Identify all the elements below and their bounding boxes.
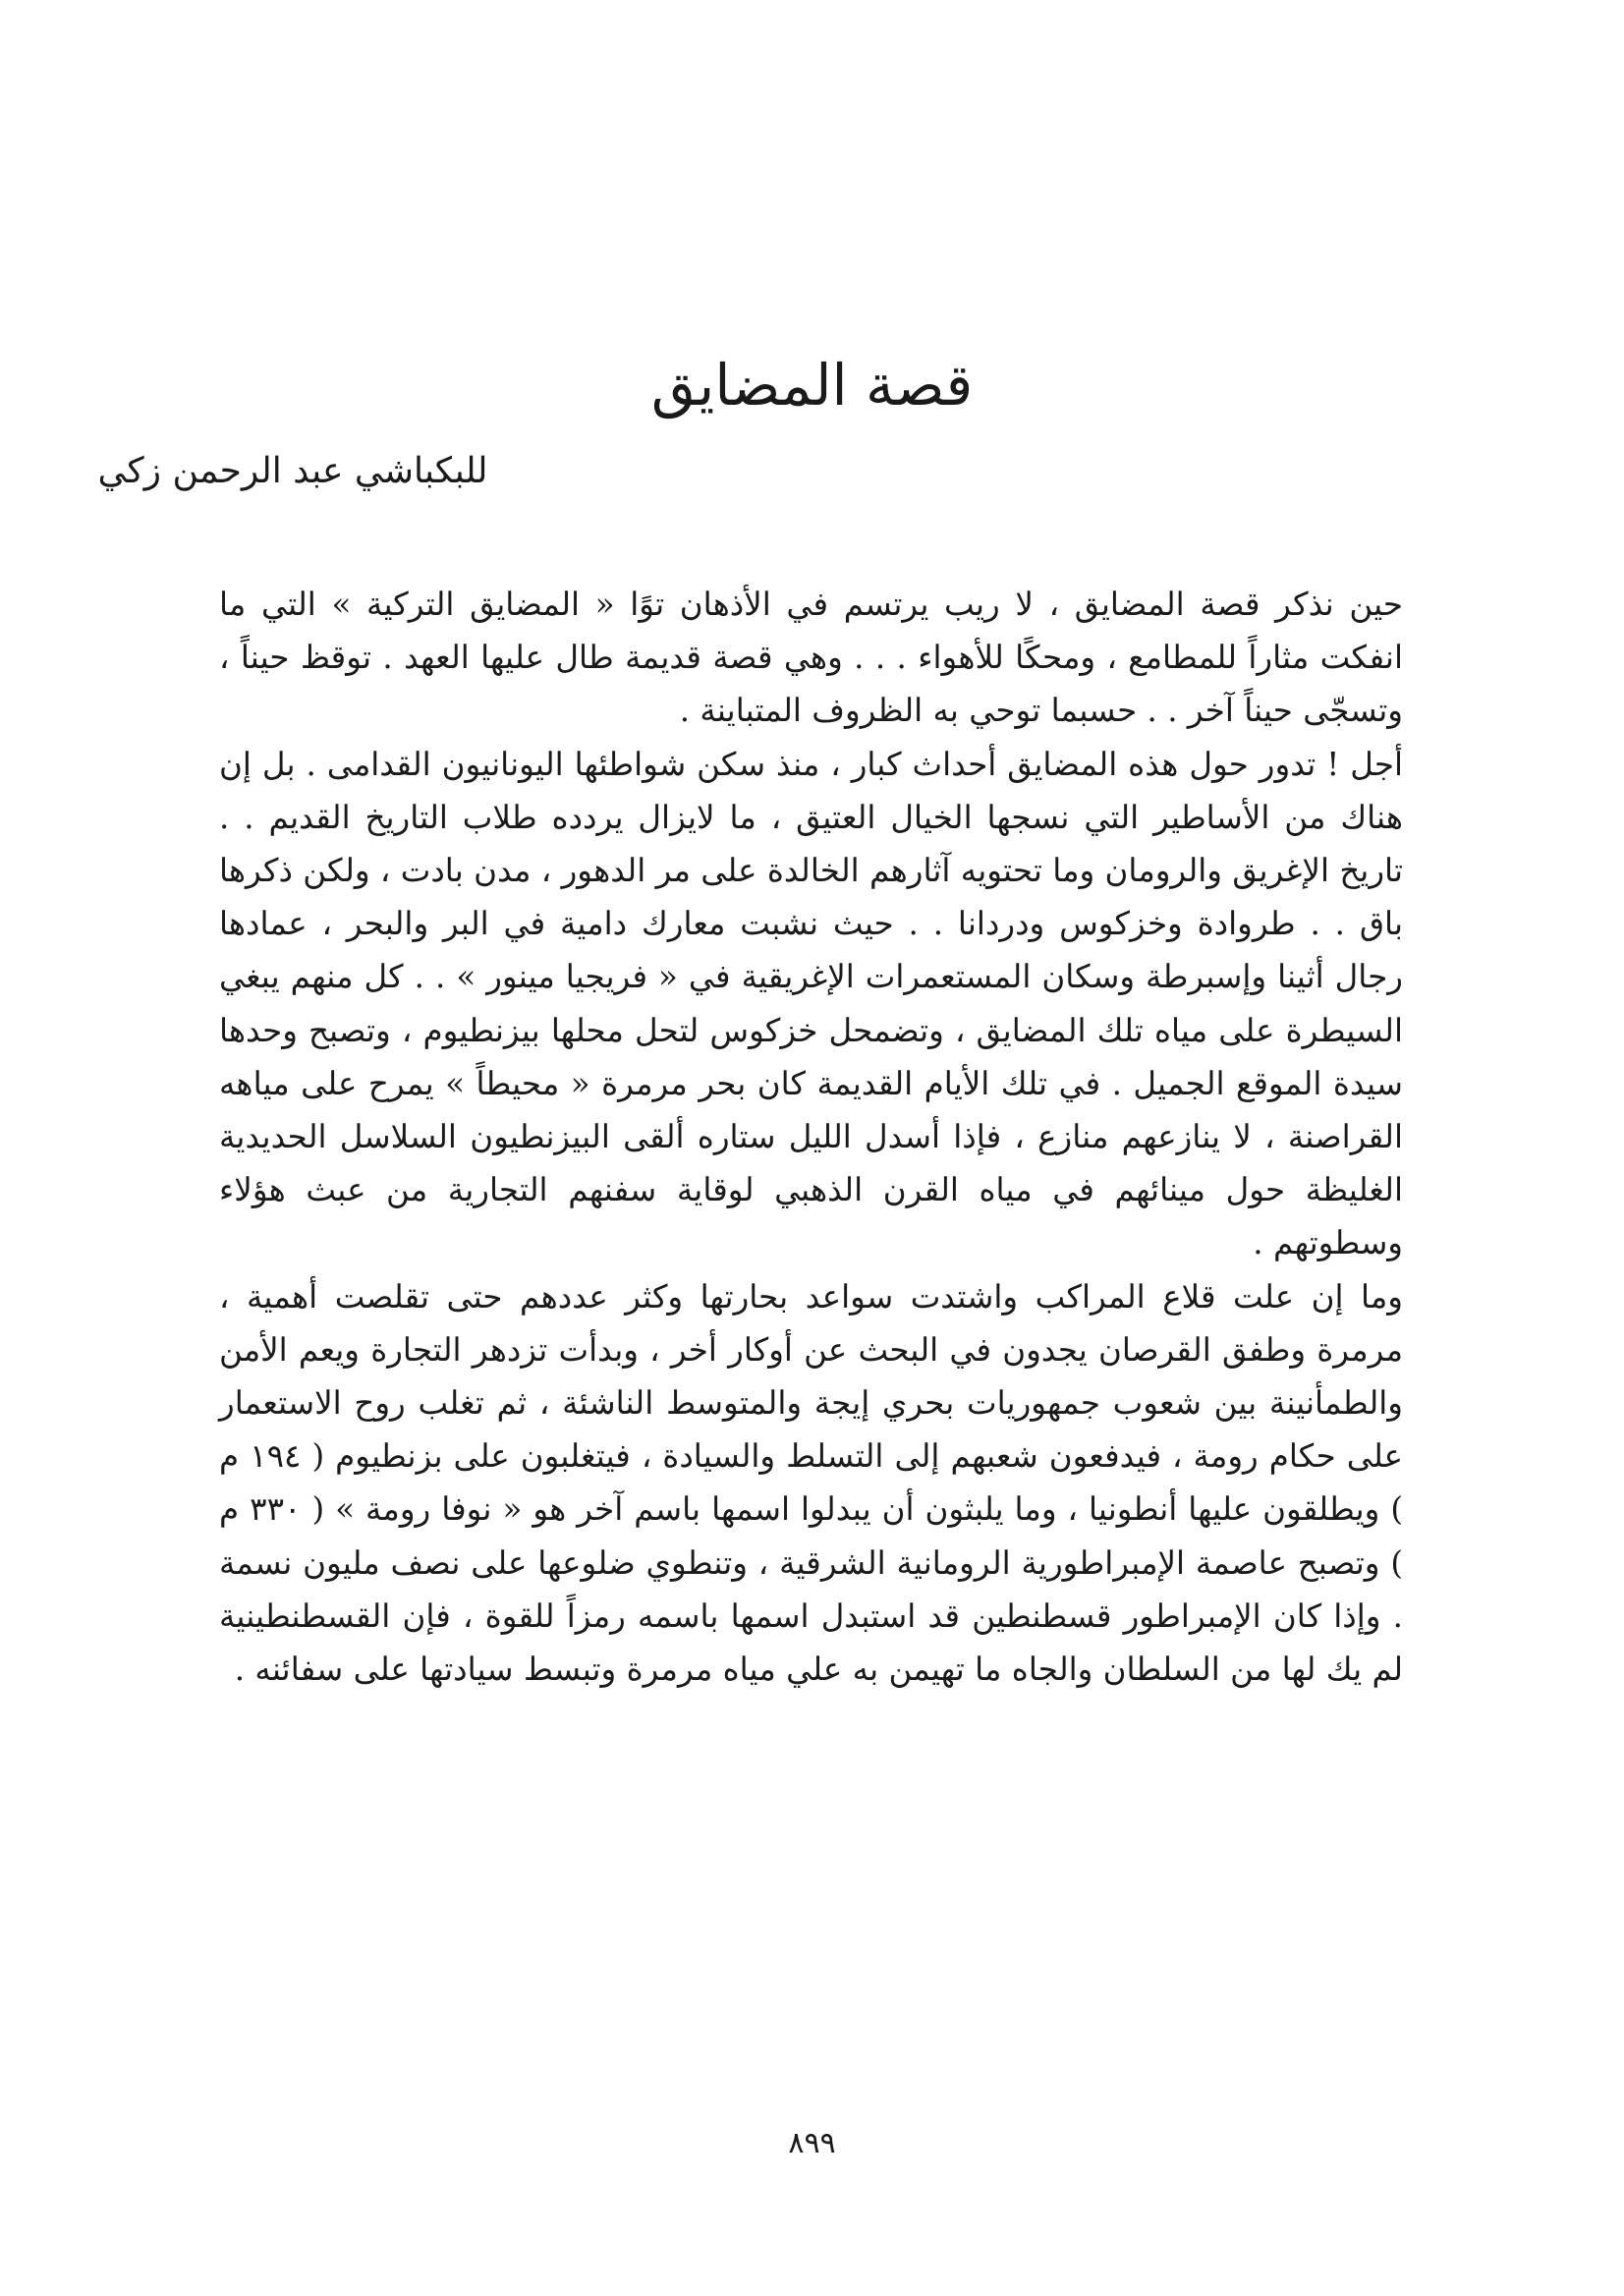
paragraph: حين نذكر قصة المضايق ، لا ريب يرتسم في الأذهان توًا « المضايق التركية » التي ما انفكت مثاراً للمطامع ، ومحكًا للأهواء . . . وهي قصة قديمة طال عليها العهد . توقظ حيناً ، وتسجّى حيناً آخر . . حسبما توحي به الظروف المتباينة . [219, 586, 1403, 730]
author-byline: للبكباشي عبد الرحمن زكي [97, 451, 488, 491]
page-number: ٨٩٩ [788, 2126, 836, 2160]
article-body [219, 578, 1403, 1696]
paragraph: وما إن علت قلاع المراكب واشتدت سواعد بحارتها وكثر عددهم حتى تقلصت أهمية ، مرمرة وطفق القرصان يجدون في البحث عن أوكار أخر ، وبدأت تزدهر التجارة ويعم الأمن والطمأنينة بين شعوب جمهوريات بحري إيجة والمتوسط الناشئة ، ثم تغلب روح الاستعمار على حكام رومة ، فيدفعون شعبهم إلى التسلط والسيادة ، فيتغلبون على بزنطيوم ( ١٩٤ م ) ويطلقون عليها أنطونيا ، وما يلبثون أن يبدلوا اسمها باسم آخر هو « نوفا رومة » ( ٣٣٠ م ) وتصبح عاصمة الإمبراطورية الرومانية الشرقية ، وتنطوي ضلوعها على نصف مليون نسمة . وإذا كان الإمبراطور قسطنطين قد استبدل اسمها باسمه رمزاً للقوة ، فإن القسطنطينية لم يك لها من السلطان والجاه ما تهيمن به علي مياه مرمرة وتبسط سيادتها على سفائنه . [219, 1277, 1404, 1689]
paragraph: أجل ! تدور حول هذه المضايق أحداث كبار ، منذ سكن شواطئها اليونانيون القدامى . بل إن هناك من الأساطير التي نسجها الخيال العتيق ، ما لايزال يردده طلاب التاريخ القديم . . تاريخ الإغريق والرومان وما تحتويه آثارهم الخالدة على مر الدهور ، مدن بادت ، ولكن ذكرها باق . . طروادة وخزكوس ودردانا . . حيث نشبت معارك دامية في البر والبحر ، عمادها رجال أثينا وإسبرطة وسكان المستعمرات الإغريقية في « فريجيا مينور » . . كل منهم يبغي السيطرة على مياه تلك المضايق ، وتضمحل خزكوس لتحل محلها بيزنطيوم ، وتصبح وحدها سيدة الموقع الجميل . في تلك الأيام القديمة كان بحر مرمرة « محيطاً » يمرح على مياهه القراصنة ، لا ينازعهم منازع ، فإذا أسدل الليل ستاره ألقى البيزنطيون السلاسل الحديدية الغليظة حول مينائهم في مياه القرن الذهبي لوقاية سفنهم التجارية من عبث هؤلاء وسطوتهم . [219, 745, 1403, 1262]
article-title: قصة المضايق [650, 352, 974, 419]
